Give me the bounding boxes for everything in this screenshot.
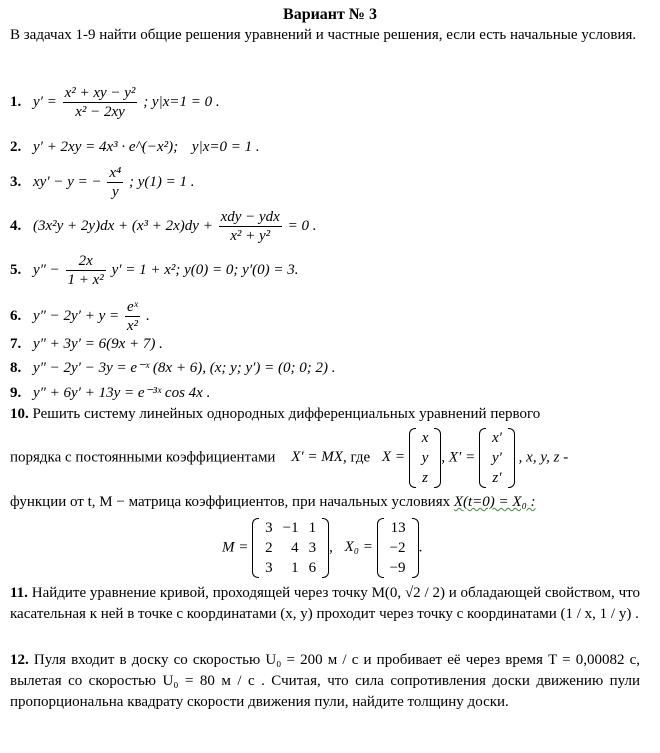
x0-vector — [377, 518, 419, 578]
equation-lhs: y″ − 2y′ + y = — [33, 307, 120, 324]
numerator: x⁴ — [109, 165, 122, 181]
x0-vector-label: X₀ = — [344, 539, 373, 556]
vector-cell: −2 — [389, 540, 406, 556]
vector-cell: 13 — [390, 520, 406, 536]
problem-text: Пуля входит в доску со скоростью U₀ = 200 м / с и пробивает её через время T = 0,00082 с, вылетая со скоростью U₀ = 80 м / с . Считая, что сила сопротивления доски движению пули пропорциональна квадрату скорости движения пули, найдите толщину доски. — [10, 652, 640, 710]
denominator: y — [111, 184, 119, 200]
problem-10-line-1 — [10, 404, 640, 425]
matrix-cell: −1 — [282, 520, 299, 536]
equation-lhs: (3x²y + 2y)dx + (x³ + 2x)dy + — [33, 217, 213, 234]
denominator: x² + y² — [230, 228, 271, 244]
problem-3 — [10, 164, 195, 201]
matrix-cell: 1 — [308, 520, 317, 536]
problem-6 — [10, 298, 150, 335]
problem-text: функции от t, M − матрица коэффициентов, при начальных условиях — [10, 494, 451, 510]
denominator: 1 + x² — [67, 272, 104, 288]
problem-1 — [10, 84, 220, 121]
problem-9 — [10, 383, 210, 403]
problem-text: , x, y, z - — [518, 449, 569, 466]
equation-end: . — [145, 307, 150, 324]
matrix-cell: 1 — [291, 560, 299, 576]
system-equation: X′ = MX — [291, 449, 343, 466]
denominator: x² − 2xy — [75, 104, 125, 120]
matrix-m-label: M = — [222, 539, 249, 556]
equation-lhs: y″ − — [33, 261, 60, 278]
problem-10-line-3 — [10, 492, 536, 512]
fraction — [107, 164, 123, 201]
initial-condition: ; y(1) = 1 . — [129, 173, 195, 190]
problem-8 — [10, 358, 336, 378]
fraction — [125, 298, 140, 335]
equation-rhs: = 0 . — [287, 217, 317, 234]
problem-number: 5. — [10, 261, 22, 278]
denominator: x² — [126, 318, 139, 334]
problem-10-matrices: M = 3 −1 1 2 4 3 3 1 6 , X₀ = 13 −2 −9 . — [222, 520, 423, 576]
problem-number: 11. — [10, 585, 28, 601]
problem-5 — [10, 252, 298, 289]
variant-title: Вариант № 3 — [283, 6, 377, 23]
problem-number: 7. — [10, 336, 22, 352]
matrix-cell: 4 — [291, 540, 299, 556]
matrix-cell: 3 — [308, 540, 317, 556]
vector-cell: z — [422, 470, 428, 486]
problem-number: 4. — [10, 217, 22, 234]
equation: y″ + 3y′ = 6(9x + 7) . — [33, 336, 163, 352]
vector-cell: x — [421, 430, 429, 446]
initial-condition: X(t=0) = X₀ : — [453, 494, 536, 510]
numerator: eˣ — [125, 298, 140, 317]
fraction — [63, 84, 138, 121]
matrix-m — [252, 518, 329, 578]
problem-number: 10. — [10, 406, 29, 422]
x-vector — [409, 428, 442, 488]
initial-condition: ; y|x=1 = 0 . — [143, 93, 220, 110]
equation: y′ + 2xy = 4x³ · e^(−x²); — [33, 139, 179, 155]
problem-12 — [10, 650, 640, 713]
problem-text: , где — [342, 449, 371, 466]
problem-number: 12. — [10, 652, 29, 668]
initial-condition: y|x=0 = 1 . — [191, 139, 260, 155]
problem-2 — [10, 137, 260, 157]
matrix-cell: 6 — [308, 560, 317, 576]
numerator: 2x — [66, 252, 106, 271]
equation: y″ − 2y′ − 3y = e⁻ˣ (8x + 6), (x; y; y′) = (0; 0; 2) . — [33, 360, 336, 376]
problem-7 — [10, 334, 163, 354]
vector-cell: y′ — [491, 450, 502, 466]
problem-number: 8. — [10, 360, 22, 376]
problem-11 — [10, 583, 640, 625]
intro-text: В задачах 1-9 найти общие решения уравнений и частные решения, если есть начальные условия. — [10, 27, 637, 43]
problem-text: Решить систему линейных однородных дифференциальных уравнений первого — [32, 406, 541, 422]
equation-rhs: y′ = 1 + x²; y(0) = 0; y′(0) = 3. — [111, 261, 299, 278]
vector-cell: −9 — [389, 560, 406, 576]
vector-cell: z′ — [492, 470, 502, 486]
problem-number: 6. — [10, 307, 22, 324]
problem-number: 1. — [10, 93, 22, 110]
equation-lhs: xy′ − y = − — [33, 173, 102, 190]
equation-lhs: y′ = — [33, 93, 57, 110]
fraction — [66, 252, 106, 289]
vector-cell: y — [421, 450, 429, 466]
problem-number: 2. — [10, 139, 22, 155]
matrix-cell: 3 — [265, 560, 273, 576]
matrix-cell: 3 — [265, 520, 273, 536]
numerator: xdy − ydx — [220, 209, 280, 225]
x-prime-vector — [479, 428, 515, 488]
matrix-cell: 2 — [265, 540, 273, 556]
x-vector-label: X = — [381, 449, 405, 466]
problem-10-line-2: порядка с постоянными коэффициентами X′ = MX, где X = x y z , X′ = x′ y′ z′ , x, y, z - — [10, 430, 569, 486]
x-prime-vector-label: X′ = — [448, 449, 476, 466]
equation: y″ + 6y′ + 13y = e⁻³ˣ cos 4x . — [33, 385, 211, 401]
problem-number: 3. — [10, 173, 22, 190]
problem-text: порядка с постоянными коэффициентами — [10, 449, 276, 466]
problem-text: Найдите уравнение кривой, проходящей через точку M(0, √2 / 2) и обладающей свойством, что касательная к ней в точке с координатами (x, y) проходит через точку с координатами (1 / x, 1 / y) . — [10, 585, 640, 622]
vector-cell: x′ — [491, 430, 502, 446]
problem-4 — [10, 208, 316, 245]
problem-number: 9. — [10, 385, 22, 401]
fraction — [219, 208, 282, 245]
numerator: x² + xy − y² — [64, 85, 136, 101]
